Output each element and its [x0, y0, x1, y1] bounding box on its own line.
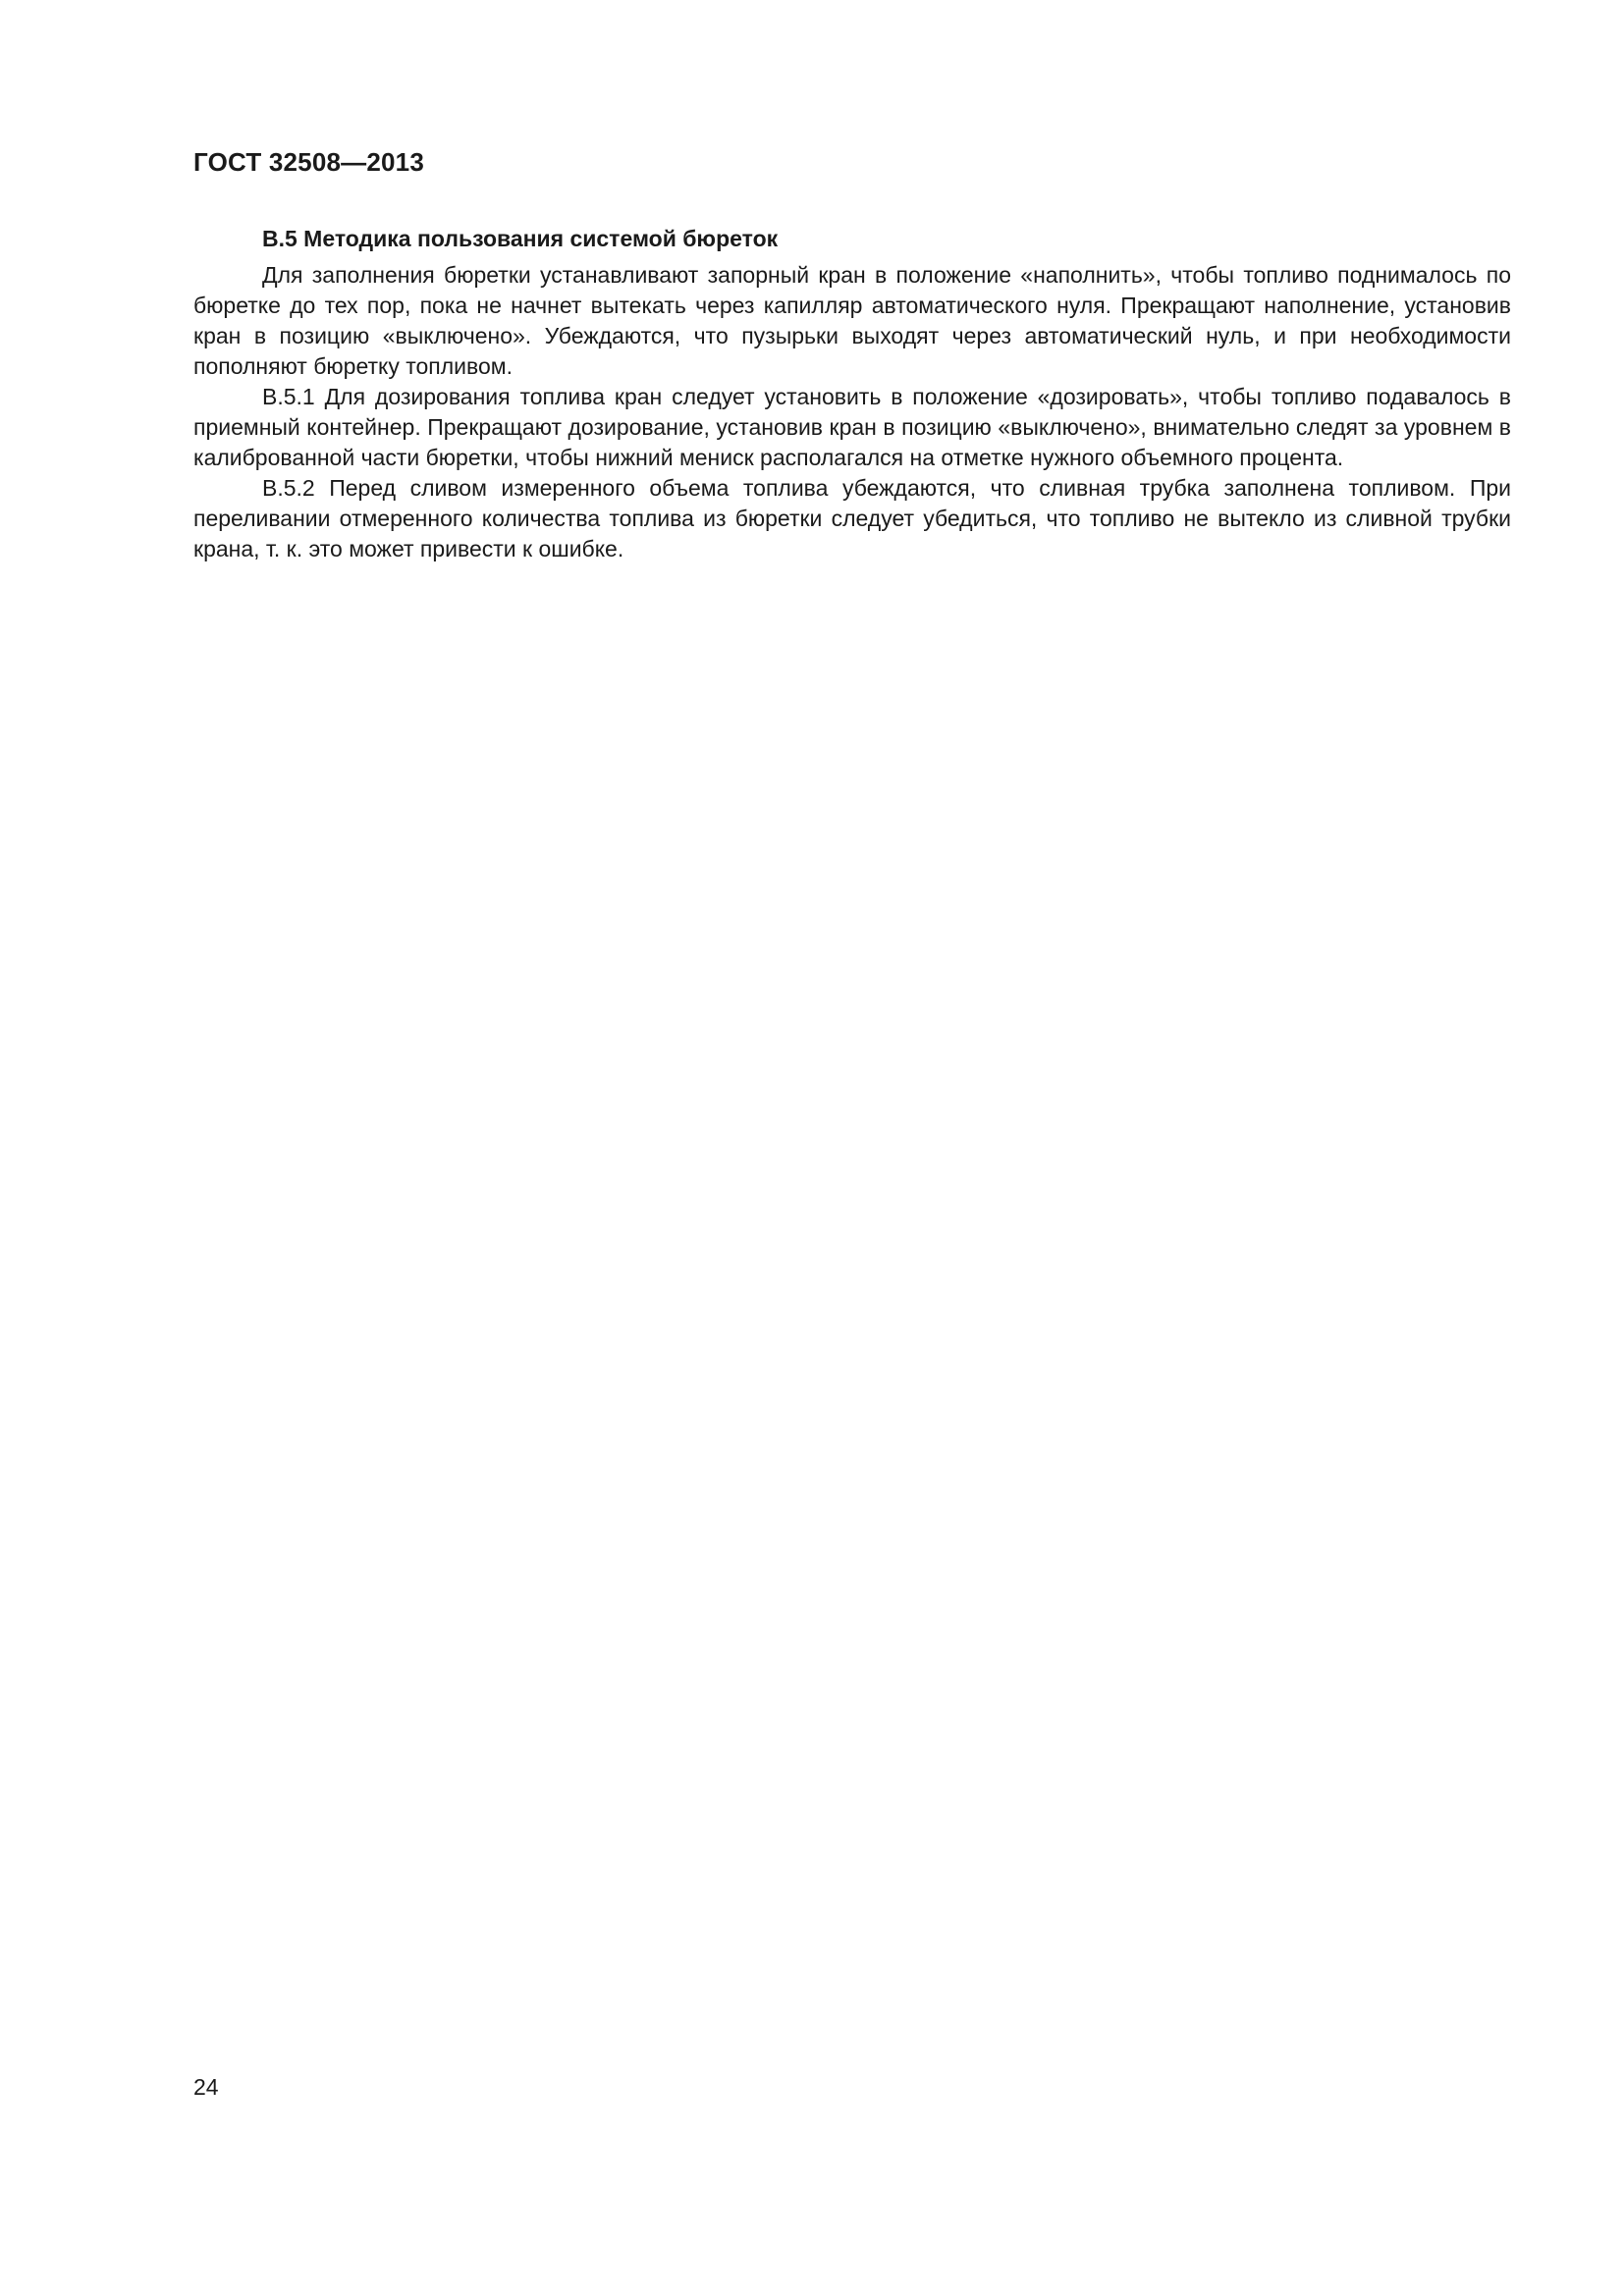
paragraph-draining: В.5.2 Перед сливом измеренного объема топлива убеждаются, что сливная трубка заполнена топливом. При переливании отмеренного количества топлива из бюретки следует убедиться, что топливо не вытекло из сливной трубки крана, т. к. это может привести к ошибке.: [193, 475, 1511, 561]
document-code-header: ГОСТ 32508—2013: [193, 147, 424, 177]
section-heading: В.5 Методика пользования системой бюреток: [262, 226, 779, 251]
page-number: 24: [193, 2074, 219, 2100]
section-body: [193, 224, 1511, 564]
paragraph-filling: Для заполнения бюретки устанавливают запорный кран в положение «наполнить», чтобы топливо поднималось по бюретке до тех пор, пока не начнет вытекать через капилляр автоматического нуля. Прекращают наполнение, установив кран в позицию «выключено». Убеждаются, что пузырьки выходят через автоматический нуль, и при необходимости пополняют бюретку топливом.: [193, 262, 1511, 379]
paragraph-dosing: В.5.1 Для дозирования топлива кран следует установить в положение «дозировать», чтобы топливо подавалось в приемный контейнер. Прекращают дозирование, установив кран в позицию «выключено», внимательно следят за уровнем в калиброванной части бюретки, чтобы нижний мениск располагался на отметке нужного объемного процента.: [193, 384, 1511, 470]
